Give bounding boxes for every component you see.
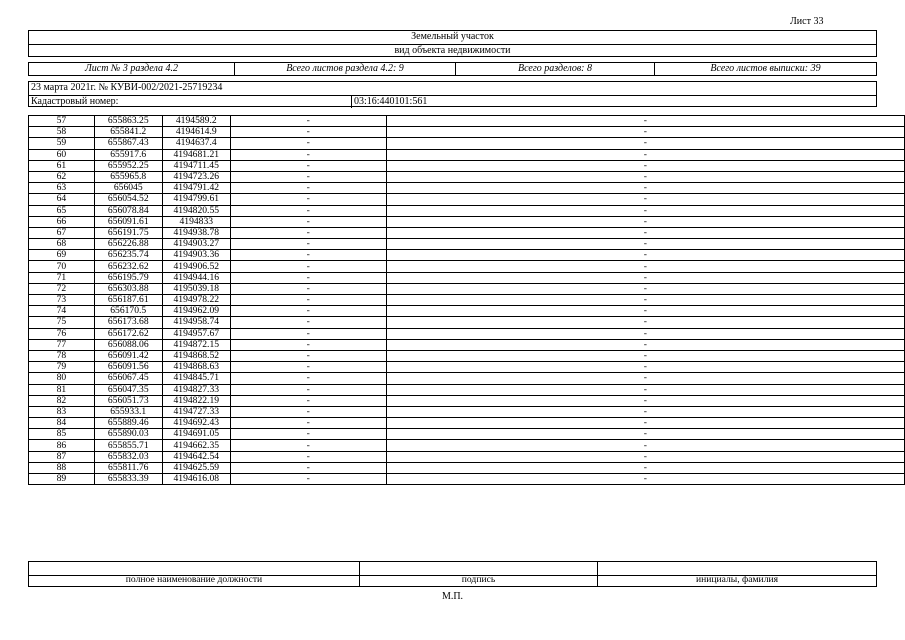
radius-cell: - [230, 183, 386, 194]
point-number-cell: 79 [29, 362, 95, 373]
description-cell: - [386, 250, 904, 261]
radius-cell: - [230, 350, 386, 361]
point-number-cell: 85 [29, 429, 95, 440]
document-title: Земельный участок [29, 31, 876, 45]
cadastral-label: Кадастровый номер: [29, 96, 352, 108]
table-row [29, 239, 905, 250]
description-cell: - [386, 216, 904, 227]
stamp-label: М.П. [441, 591, 464, 602]
y-coordinate-cell: 4194903.27 [162, 239, 230, 250]
y-coordinate-cell: 4194833 [162, 216, 230, 227]
point-number-cell: 72 [29, 283, 95, 294]
table-row [29, 406, 905, 417]
point-number-cell: 62 [29, 171, 95, 182]
description-cell: - [386, 295, 904, 306]
x-coordinate-cell: 656045 [94, 183, 162, 194]
radius-cell: - [230, 395, 386, 406]
description-cell: - [386, 406, 904, 417]
description-cell: - [386, 462, 904, 473]
table-row [29, 395, 905, 406]
description-cell: - [386, 373, 904, 384]
point-number-cell: 87 [29, 451, 95, 462]
radius-cell: - [230, 272, 386, 283]
position-label: полное наименование должности [125, 574, 263, 585]
y-coordinate-cell: 4194872.15 [162, 339, 230, 350]
y-coordinate-cell: 4194906.52 [162, 261, 230, 272]
table-row [29, 216, 905, 227]
point-number-cell: 82 [29, 395, 95, 406]
point-number-cell: 58 [29, 127, 95, 138]
x-coordinate-cell: 655811.76 [94, 462, 162, 473]
x-coordinate-cell: 656054.52 [94, 194, 162, 205]
x-coordinate-cell: 656078.84 [94, 205, 162, 216]
radius-cell: - [230, 216, 386, 227]
y-coordinate-cell: 4194711.45 [162, 160, 230, 171]
radius-cell: - [230, 261, 386, 272]
x-coordinate-cell: 656191.75 [94, 227, 162, 238]
radius-cell: - [230, 429, 386, 440]
radius-cell: - [230, 418, 386, 429]
table-row [29, 160, 905, 171]
x-coordinate-cell: 655890.03 [94, 429, 162, 440]
x-coordinate-cell: 655867.43 [94, 138, 162, 149]
y-coordinate-cell: 4194791.42 [162, 183, 230, 194]
y-coordinate-cell: 4194868.52 [162, 350, 230, 361]
y-coordinate-cell: 4194957.67 [162, 328, 230, 339]
point-number-cell: 68 [29, 239, 95, 250]
description-cell: - [386, 183, 904, 194]
description-cell: - [386, 272, 904, 283]
radius-cell: - [230, 116, 386, 127]
point-number-cell: 74 [29, 306, 95, 317]
signature-position-cell [29, 562, 360, 586]
point-number-cell: 71 [29, 272, 95, 283]
point-number-cell: 83 [29, 406, 95, 417]
coordinates-table [28, 115, 905, 485]
y-coordinate-cell: 4194944.16 [162, 272, 230, 283]
y-coordinate-cell: 4194723.26 [162, 171, 230, 182]
point-number-cell: 89 [29, 474, 95, 485]
y-coordinate-cell: 4194868.63 [162, 362, 230, 373]
table-row [29, 440, 905, 451]
y-coordinate-cell: 4194958.74 [162, 317, 230, 328]
description-cell: - [386, 317, 904, 328]
y-coordinate-cell: 4194589.2 [162, 116, 230, 127]
y-coordinate-cell: 4194642.54 [162, 451, 230, 462]
point-number-cell: 76 [29, 328, 95, 339]
document-info-block [28, 81, 877, 107]
table-row [29, 127, 905, 138]
y-coordinate-cell: 4194978.22 [162, 295, 230, 306]
y-coordinate-cell: 4194662.35 [162, 440, 230, 451]
table-row [29, 462, 905, 473]
radius-cell: - [230, 384, 386, 395]
section-sheet-cell: Лист № 3 раздела 4.2 [29, 63, 235, 75]
radius-cell: - [230, 250, 386, 261]
point-number-cell: 59 [29, 138, 95, 149]
table-row [29, 171, 905, 182]
point-number-cell: 60 [29, 149, 95, 160]
description-cell: - [386, 395, 904, 406]
total-extract-sheets-cell: Всего листов выписки: 39 [710, 63, 821, 74]
x-coordinate-cell: 656173.68 [94, 317, 162, 328]
table-row [29, 261, 905, 272]
x-coordinate-cell: 656067.45 [94, 373, 162, 384]
description-cell: - [386, 418, 904, 429]
radius-cell: - [230, 194, 386, 205]
y-coordinate-cell: 4194962.09 [162, 306, 230, 317]
section-header-row [28, 62, 877, 76]
description-cell: - [386, 149, 904, 160]
table-row [29, 306, 905, 317]
cadastral-number: 03:16:440101:561 [354, 96, 428, 107]
description-cell: - [386, 227, 904, 238]
point-number-cell: 66 [29, 216, 95, 227]
point-number-cell: 75 [29, 317, 95, 328]
description-cell: - [386, 362, 904, 373]
table-row [29, 295, 905, 306]
table-row [29, 283, 905, 294]
x-coordinate-cell: 655952.25 [94, 160, 162, 171]
y-coordinate-cell: 4194820.55 [162, 205, 230, 216]
point-number-cell: 77 [29, 339, 95, 350]
y-coordinate-cell: 4194625.59 [162, 462, 230, 473]
y-coordinate-cell: 4194692.43 [162, 418, 230, 429]
table-row [29, 317, 905, 328]
description-cell: - [386, 171, 904, 182]
x-coordinate-cell: 656091.42 [94, 350, 162, 361]
y-coordinate-cell: 4194822.19 [162, 395, 230, 406]
table-row [29, 429, 905, 440]
cadastral-row [29, 96, 876, 108]
radius-cell: - [230, 362, 386, 373]
y-coordinate-cell: 4194799.61 [162, 194, 230, 205]
x-coordinate-cell: 655917.6 [94, 149, 162, 160]
point-number-cell: 61 [29, 160, 95, 171]
table-row [29, 474, 905, 485]
point-number-cell: 70 [29, 261, 95, 272]
table-row [29, 451, 905, 462]
description-cell: - [386, 261, 904, 272]
x-coordinate-cell: 655933.1 [94, 406, 162, 417]
x-coordinate-cell: 656303.88 [94, 283, 162, 294]
point-number-cell: 67 [29, 227, 95, 238]
total-sections-cell: Всего разделов: 8 [456, 63, 655, 75]
document-title-block [28, 30, 877, 57]
point-number-cell: 69 [29, 250, 95, 261]
y-coordinate-cell: 4194827.33 [162, 384, 230, 395]
y-coordinate-cell: 4194681.21 [162, 149, 230, 160]
radius-cell: - [230, 451, 386, 462]
point-number-cell: 64 [29, 194, 95, 205]
radius-cell: - [230, 227, 386, 238]
table-row [29, 384, 905, 395]
table-row [29, 328, 905, 339]
x-coordinate-cell: 656091.56 [94, 362, 162, 373]
description-cell: - [386, 205, 904, 216]
radius-cell: - [230, 171, 386, 182]
point-number-cell: 80 [29, 373, 95, 384]
x-coordinate-cell: 655832.03 [94, 451, 162, 462]
point-number-cell: 84 [29, 418, 95, 429]
table-row [29, 183, 905, 194]
name-label: инициалы, фамилия [695, 574, 779, 585]
y-coordinate-cell: 4194727.33 [162, 406, 230, 417]
x-coordinate-cell: 655889.46 [94, 418, 162, 429]
x-coordinate-cell: 656195.79 [94, 272, 162, 283]
radius-cell: - [230, 406, 386, 417]
description-cell: - [386, 116, 904, 127]
point-number-cell: 57 [29, 116, 95, 127]
table-row [29, 205, 905, 216]
radius-cell: - [230, 474, 386, 485]
description-cell: - [386, 160, 904, 171]
y-coordinate-cell: 4194845.71 [162, 373, 230, 384]
radius-cell: - [230, 138, 386, 149]
description-cell: - [386, 429, 904, 440]
radius-cell: - [230, 328, 386, 339]
description-cell: - [386, 283, 904, 294]
description-cell: - [386, 339, 904, 350]
radius-cell: - [230, 462, 386, 473]
document-subtitle: вид объекта недвижимости [394, 45, 511, 56]
x-coordinate-cell: 656088.06 [94, 339, 162, 350]
x-coordinate-cell: 656091.61 [94, 216, 162, 227]
x-coordinate-cell: 656170.5 [94, 306, 162, 317]
description-cell: - [386, 384, 904, 395]
x-coordinate-cell: 656047.35 [94, 384, 162, 395]
y-coordinate-cell: 4195039.18 [162, 283, 230, 294]
signature-label: подпись [461, 574, 496, 585]
point-number-cell: 86 [29, 440, 95, 451]
radius-cell: - [230, 373, 386, 384]
x-coordinate-cell: 655833.39 [94, 474, 162, 485]
table-row [29, 250, 905, 261]
signature-block [28, 561, 877, 587]
radius-cell: - [230, 149, 386, 160]
x-coordinate-cell: 655855.71 [94, 440, 162, 451]
point-number-cell: 73 [29, 295, 95, 306]
x-coordinate-cell: 656172.62 [94, 328, 162, 339]
radius-cell: - [230, 160, 386, 171]
y-coordinate-cell: 4194614.9 [162, 127, 230, 138]
table-row [29, 272, 905, 283]
table-row [29, 339, 905, 350]
description-cell: - [386, 194, 904, 205]
y-coordinate-cell: 4194903.36 [162, 250, 230, 261]
y-coordinate-cell: 4194691.05 [162, 429, 230, 440]
description-cell: - [386, 350, 904, 361]
description-cell: - [386, 440, 904, 451]
description-cell: - [386, 138, 904, 149]
point-number-cell: 81 [29, 384, 95, 395]
x-coordinate-cell: 655965.8 [94, 171, 162, 182]
table-row [29, 227, 905, 238]
x-coordinate-cell: 656051.73 [94, 395, 162, 406]
radius-cell: - [230, 283, 386, 294]
signature-sign-cell [360, 562, 598, 586]
x-coordinate-cell: 655863.25 [94, 116, 162, 127]
signature-name-cell [598, 562, 876, 586]
radius-cell: - [230, 317, 386, 328]
x-coordinate-cell: 656235.74 [94, 250, 162, 261]
table-row [29, 373, 905, 384]
radius-cell: - [230, 295, 386, 306]
point-number-cell: 78 [29, 350, 95, 361]
radius-cell: - [230, 306, 386, 317]
description-cell: - [386, 474, 904, 485]
x-coordinate-cell: 655841.2 [94, 127, 162, 138]
x-coordinate-cell: 656187.61 [94, 295, 162, 306]
y-coordinate-cell: 4194616.08 [162, 474, 230, 485]
table-row [29, 149, 905, 160]
radius-cell: - [230, 239, 386, 250]
description-cell: - [386, 306, 904, 317]
sheet-number: Лист 33 [790, 16, 824, 27]
y-coordinate-cell: 4194938.78 [162, 227, 230, 238]
radius-cell: - [230, 339, 386, 350]
radius-cell: - [230, 440, 386, 451]
table-row [29, 194, 905, 205]
point-number-cell: 63 [29, 183, 95, 194]
radius-cell: - [230, 127, 386, 138]
table-row [29, 362, 905, 373]
description-cell: - [386, 451, 904, 462]
table-row [29, 350, 905, 361]
y-coordinate-cell: 4194637.4 [162, 138, 230, 149]
section-total-sheets-cell: Всего листов раздела 4.2: 9 [235, 63, 456, 75]
extract-date-number: 23 марта 2021г. № КУВИ-002/2021-25719234 [29, 82, 876, 96]
table-row [29, 116, 905, 127]
description-cell: - [386, 328, 904, 339]
point-number-cell: 65 [29, 205, 95, 216]
point-number-cell: 88 [29, 462, 95, 473]
table-row [29, 418, 905, 429]
x-coordinate-cell: 656232.62 [94, 261, 162, 272]
x-coordinate-cell: 656226.88 [94, 239, 162, 250]
description-cell: - [386, 127, 904, 138]
table-row [29, 138, 905, 149]
description-cell: - [386, 239, 904, 250]
radius-cell: - [230, 205, 386, 216]
